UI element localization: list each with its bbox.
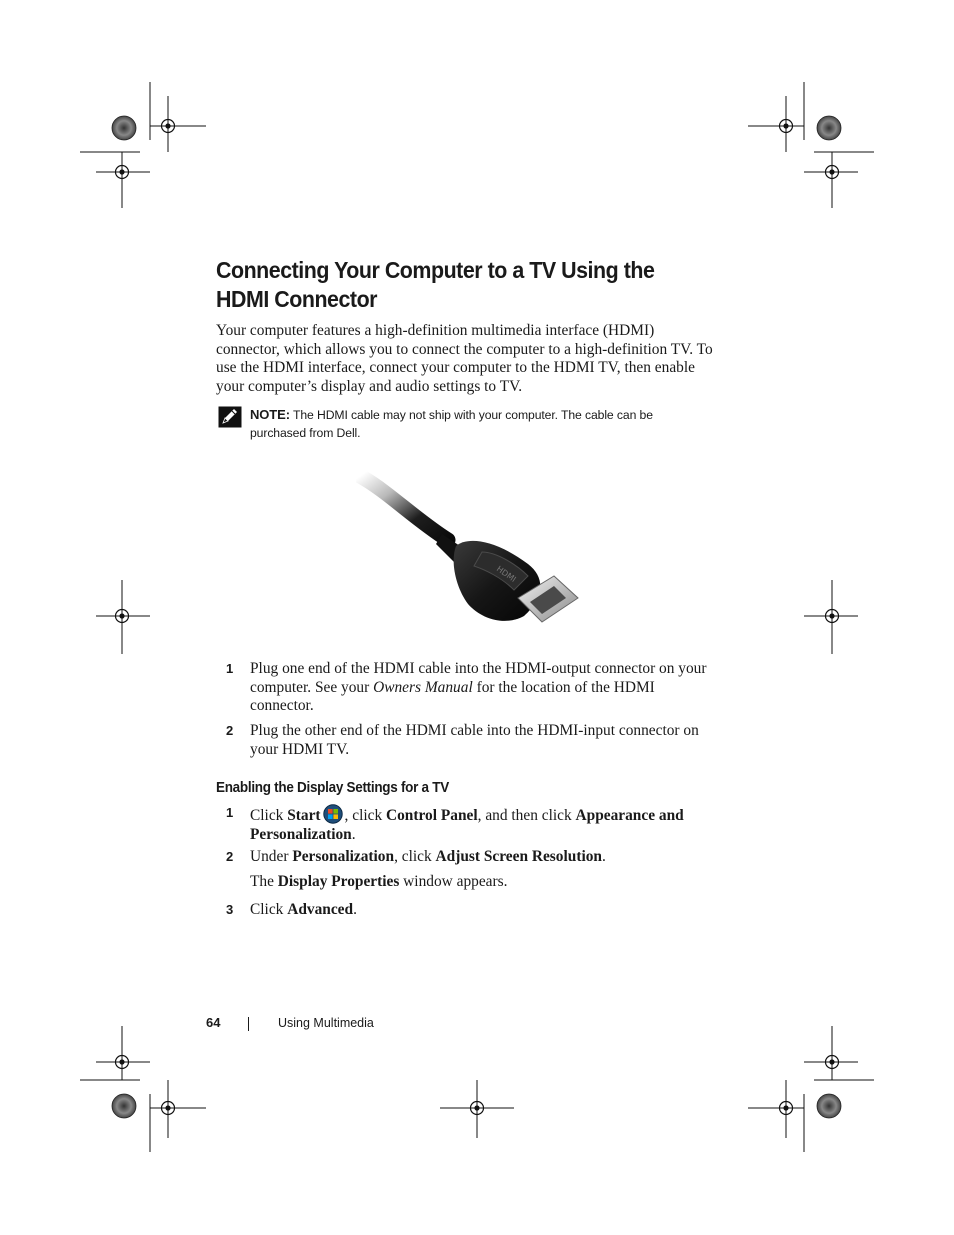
step-number: 1 [226, 661, 234, 676]
step-text: Plug one end of the HDMI cable into the HDMI-output connector on your computer. See your Owners Manual for the location of the HDMI connector. [250, 660, 707, 715]
note-text [250, 406, 690, 442]
step-1 [216, 660, 716, 716]
section-subheading: Enabling the Display Settings for a TV [216, 780, 449, 796]
step-text: Click Advanced. [250, 901, 357, 918]
step-text: Under Personalization, click Adjust Screen Resolution. [250, 848, 606, 865]
note-pencil-icon [218, 406, 242, 428]
appearance-label: Appearance and Personalization [250, 807, 684, 843]
owners-manual-ref: Owners Manual [373, 678, 473, 696]
step-number: 2 [226, 723, 234, 738]
footer-separator [248, 1017, 249, 1031]
step-2 [216, 722, 716, 760]
display-step-3 [216, 901, 716, 921]
start-label: Start [287, 807, 321, 824]
step-text: Plug the other end of the HDMI cable into the HDMI-input connector on your HDMI TV. [250, 722, 699, 758]
note-body: The HDMI cable may not ship with your computer. The cable can be purchased from Dell. [250, 408, 653, 440]
step-number: 3 [226, 902, 234, 917]
step-number: 1 [226, 805, 234, 820]
display-step-2 [216, 848, 716, 868]
step-number: 2 [226, 849, 234, 864]
display-properties-note: The Display Properties window appears. [250, 873, 508, 890]
hdmi-cable-photo [356, 470, 588, 630]
connector-label: HDMI [494, 564, 518, 584]
title-line-2: HDMI Connector [216, 286, 378, 312]
footer-section-title: Using Multimedia [278, 1016, 374, 1030]
advanced-label: Advanced [287, 901, 354, 918]
personalization-label: Personalization [292, 848, 395, 865]
title-line-1: Connecting Your Computer to a TV Using the [216, 257, 655, 283]
windows-start-icon [323, 804, 343, 824]
intro-paragraph: Your computer features a high-definition multimedia interface (HDMI) connector, which allows you to connect the computer to a high-definition TV. To use the HDMI interface, connect your computer to the HDMI TV, then enable your computer’s display and audio settings to TV. [216, 322, 713, 395]
display-step-1 [216, 804, 716, 842]
control-panel-label: Control Panel [386, 807, 478, 824]
step-text: Click Start , click Control Panel, and then click Appearance and Personalization. [250, 804, 716, 844]
note-callout [216, 404, 716, 444]
page-title [216, 256, 700, 314]
adjust-resolution-label: Adjust Screen Resolution [435, 848, 602, 865]
display-properties-label: Display Properties [277, 873, 400, 890]
note-label: NOTE: [250, 407, 290, 422]
page-number: 64 [206, 1015, 221, 1030]
